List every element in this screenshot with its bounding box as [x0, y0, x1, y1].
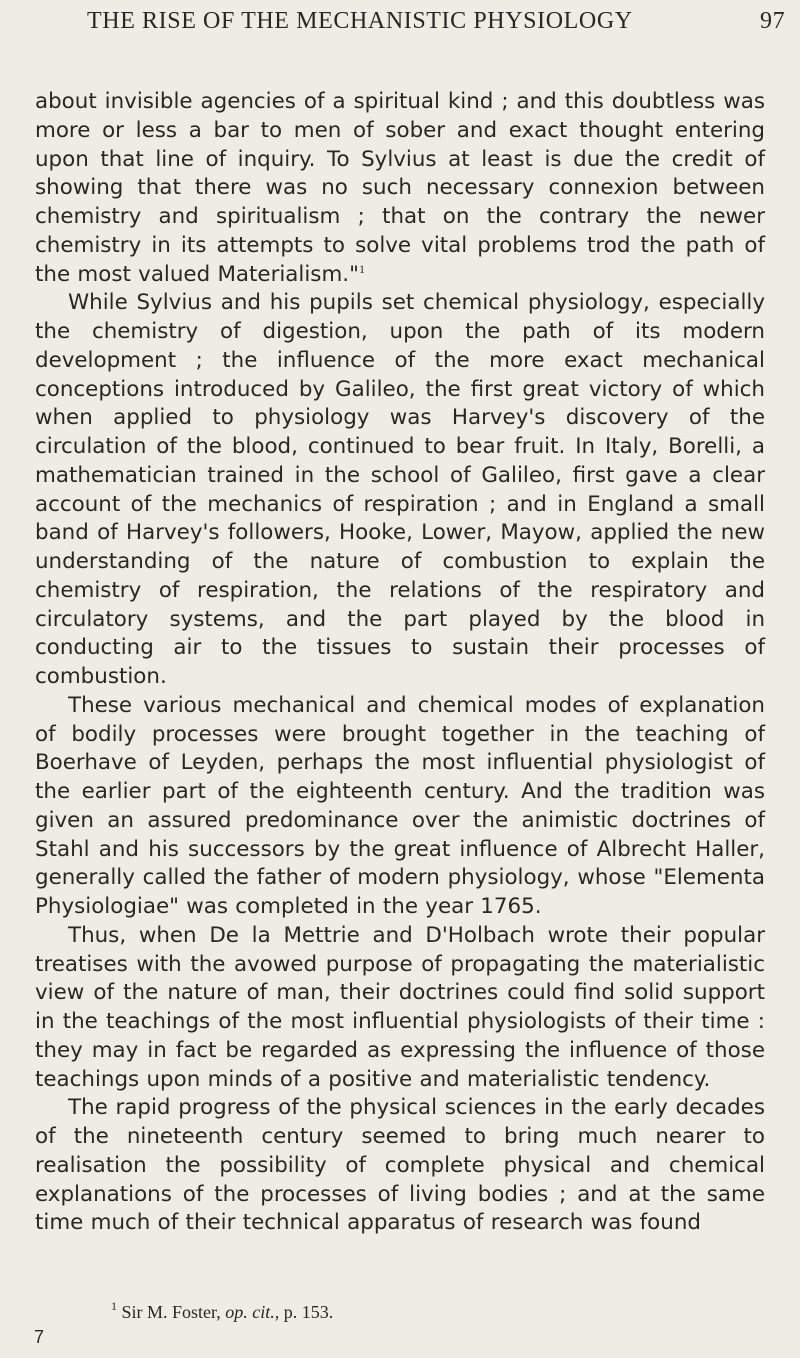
paragraph [35, 692, 765, 922]
paragraph [35, 1094, 765, 1238]
footnote [111, 1301, 333, 1323]
running-head-title: THE RISE OF THE MECHANISTIC PHYSIOLOGY [87, 8, 633, 34]
signature-mark: 7 [34, 1327, 45, 1347]
footnote-page: p. 153. [283, 1302, 334, 1322]
footnote-citation: op. cit., [225, 1302, 280, 1322]
footnote-author: Sir M. Foster, [121, 1302, 221, 1322]
paragraph-text: These various mechanical and chemical modes of explanation of bodily processes were brought together in the teaching of Boerhave of Leyden, perhaps the most influential physiologist of the earlier part of the eighteenth century. And the tradition was given an assured predominance over the animistic doctrines of Stahl and his successors by the great influence of Albrecht Haller, generally called the father of modern physiology, whose "Elementa Physiologiae" was completed in the year 1765. [35, 692, 765, 919]
running-head [0, 8, 800, 42]
paragraph-text: about invisible agencies of a spiritual kind ; and this doubtless was more or less a bar to men of sober and exact thought entering upon that line of inquiry. To Sylvius at least is due the credit of showing that there was no such necessary connexion between chemistry and spiritualism ; that on the contrary the newer chemistry in its attempts to solve vital problems trod the path of the most valued Materialism." [35, 89, 765, 287]
paragraph-text: Thus, when De la Mettrie and D'Holbach wrote their popular treatises with the avowed purpose of propagating the materialistic view of the nature of man, their doctrines could find solid support in the teachings of the most influential physiologists of their time : they may in fact be regarded as expressing the influence of those teachings upon minds of a positive and materialistic tendency. [35, 922, 765, 1092]
paragraph-text: While Sylvius and his pupils set chemical physiology, especially the chemistry of digestion, upon the path of its modern development ; the influence of the more exact mechanical conceptions introduced by Galileo, the first great victory of which when applied to physiology was Harvey's discovery of the circulation of the blood, continued to bear fruit. In Italy, Borelli, a mathematician trained in the school of Galileo, first gave a clear account of the mechanics of respiration ; and in England a small band of Harvey's followers, Hooke, Lower, Mayow, applied the new understanding of the nature of combustion to explain the chemistry of respiration, the relations of the respiratory and circulatory systems, and the part played by the blood in conducting air to the tissues to sustain their processes of combustion. [35, 290, 765, 689]
paragraph [35, 289, 765, 692]
body-text [35, 88, 765, 1238]
footnote-reference-mark: 1 [358, 261, 365, 276]
footnote-mark: 1 [111, 1299, 117, 1313]
page-number: 97 [760, 8, 786, 34]
paragraph-continued [35, 88, 765, 289]
paragraph [35, 922, 765, 1095]
paragraph-text: The rapid progress of the physical sciences in the early decades of the nineteenth century seemed to bring much nearer to realisation the possibility of complete physical and chemical explanations of the processes of living bodies ; and at the same time much of their technical apparatus of research was found [35, 1095, 765, 1236]
